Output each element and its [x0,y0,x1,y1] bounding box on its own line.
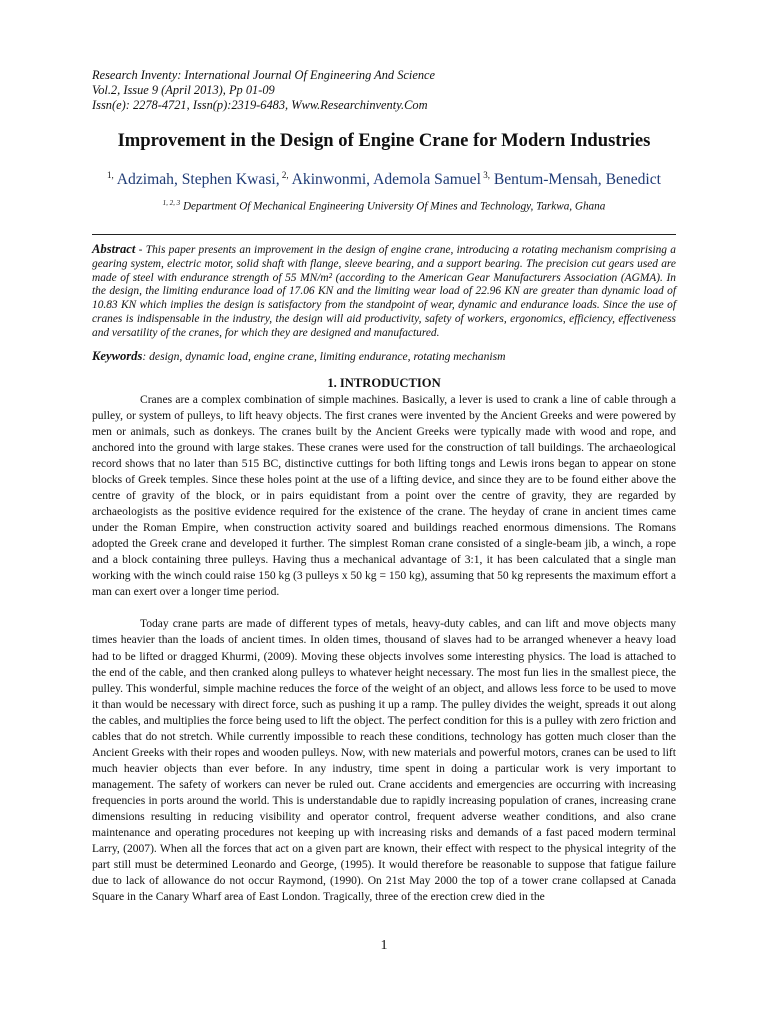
journal-volume: Vol.2, Issue 9 (April 2013), Pp 01-09 [92,83,275,97]
abstract [92,243,676,341]
author-sup-3: 3, [480,170,490,180]
author-2: Akinwonmi, Ademola Samuel [288,171,481,189]
page-number: 1 [380,938,388,953]
author-sup-1: 1, [107,170,114,180]
keywords-text: : design, dynamic load, engine crane, limiting endurance, rotating mechanism [142,349,506,363]
journal-issn: Issn(e): 2278-4721, Issn(p):2319-6483, Www.Researchinventy.Com [92,98,428,112]
affiliation [92,196,676,214]
abstract-text: - This paper presents an improvement in the design of engine crane, introducing a rotating mechanism comprising a gearing system, electric motor, solid shaft with flange, sleeve bearing, and a support bearing. The precision cut gears used are made of steel with endurance strength of 55 MN/m² (according to the American Gear Manufacturers Association (AGMA). In the design, the limiting endurance load of 17.06 KN and the limiting wear load of 22.96 KN are greater than dynamic load of 10.83 KN which implies the design is satisfactory from the standpoint of wear, dynamic and endurance loads. Since the use of cranes is indispensable in the industry, the design will aid productivity, safety of workers, ergonomics, efficiency, effectiveness and versatility of the cranes, for which they are designed and manufactured. [92,243,676,339]
affiliation-text: Department Of Mechanical Engineering University Of Mines and Technology, Tarkwa, Ghana [180,200,606,213]
journal-name: Research Inventy: International Journal Of Engineering And Science [92,68,436,82]
paper-page [92,68,676,905]
affiliation-sup: 1, 2, 3 [162,199,181,208]
intro-paragraph-2: Today crane parts are made of different types of metals, heavy-duty cables, and can lift and move objects many times heavier than the loads of ancient times. In olden times, thousand of slaves had to be arranged whenever a heavy load had to be lifted or dragged Khurmi, (2009). Moving these objects involves some interesting physics. The load is attached to the end of the cable, and then cranked along pulleys to whatever height necessary. The most fun lies in the smallest piece, the pulley. This wonderful, simple machine reduces the force of the weight of an object, and allows less force to be used to move it than would be necessary with direct force, such as pushing it up a ramp. The pulley divides the weight, spreads it out along the cables, and multiplies the force being used to lift the object. The perfect condition for this is a pulley with zero friction and cables that do not stretch. While currently impossible to reach these conditions, technology has gotten much closer than the Ancient Greeks with their ropes and wooden pulleys. Now, with new materials and powerful motors, cranes can be used to lift much heavier objects than ever before. In any industry, time spent in doing a particular work is very important to management. The safety of workers can never be ruled out. Crane accidents and emergencies are occurring with increasing frequencies in ports around the world. This is understandable due to rapidly increasing population of cranes, increasing crane dimensions resulting in reducing visibility and operator control, frequent adverse weather conditions, and also crane maintenance and operating procedures not keeping up with increasing risks and demands of a fast paced modern terminal Larry, (2007). When all the forces that act on a given part are known, their effect with respect to the physical integrity of the part still must be determined Leonardo and George, (1995). It would therefore be reasonable to suppose that fatigue failure due to lack of allowance do not occur Raymond, (1990). On 21st May 2000 the top of a tower crane collapsed at Canada Square in the Canary Wharf area of East London. Tragically, three of the erection crew died in the [92,618,676,904]
intro-paragraph-1: Cranes are a complex combination of simple machines. Basically, a lever is used to crank a line of cable through a pulley, or system of pulleys, to lift heavy objects. The first cranes were invented by the Ancient Greeks and were powered by men or animals, such as donkeys. The cranes built by the Ancient Greeks were typically made with wood and rope, and anchored into the ground with large stakes. These cranes were used for the construction of tall buildings. The archaeological record shows that no later than 515 BC, distinctive cuttings for both lifting tongs and Lewis irons began to appear on stone blocks of Greek temples. Since these holes point at the use of a lifting device, and since they are to be found either above the centre of gravity of the block, or in pairs equidistant from a point over the centre of gravity, they are regarded by archaeologists as the positive evidence required for the existence of the crane. The heyday of crane in ancient times came under the Roman Empire, when construction activity soared and buildings reached enormous dimensions. The Romans adopted the Greek crane and developed it further. The simplest Roman crane consisted of a single-beam jib, a winch, a rope and a block containing three pulleys. Having thus a mechanical advantage of 3:1, it has been calculated that a single man working with the winch could raise 150 kg (3 pulleys x 50 kg = 150 kg), assuming that 50 kg represents the maximum effort a man can exert over a longer time period. [92,393,676,599]
journal-header [92,68,676,113]
section-heading-introduction: 1. INTRODUCTION [327,375,441,390]
keywords-label: Keywords [92,348,143,363]
header-divider [92,234,676,235]
author-1: Adzimah, Stephen Kwasi, [113,171,280,189]
author-3: Bentum-Mensah, Benedict [489,171,661,189]
abstract-label: Abstract [92,241,136,256]
author-list [92,165,676,190]
keywords [92,349,676,364]
paper-title: Improvement in the Design of Engine Crane for Modern Industries [117,130,651,151]
author-sup-2: 2, [279,170,289,180]
